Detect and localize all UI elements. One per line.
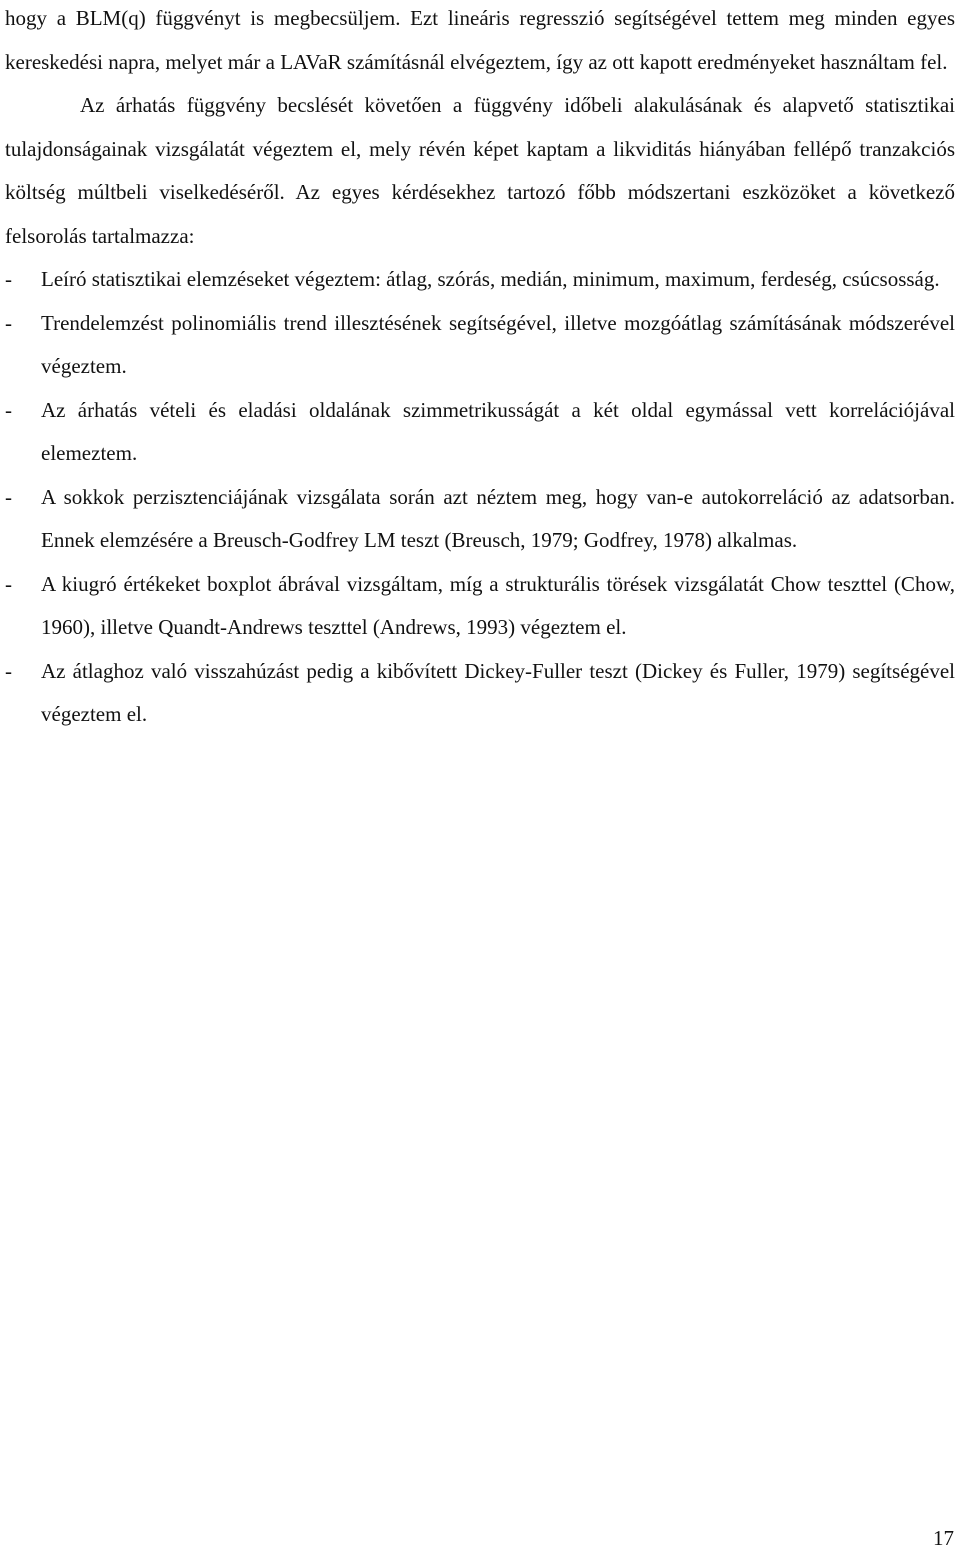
list-item-outliers-structural-breaks	[5, 563, 955, 650]
method-list	[5, 258, 955, 737]
list-item-symmetry-analysis	[5, 389, 955, 476]
list-item-text: Trendelemzést polinomiális trend illesztésének segítségével, illetve mozgóátlag számításának módszerével végeztem.	[41, 310, 955, 378]
list-item-text: Az árhatás vételi és eladási oldalának szimmetrikusságát a két oldal egymással vett korrelációjával elemeztem.	[41, 397, 955, 465]
list-item-text: A kiugró értékeket boxplot ábrával vizsgáltam, míg a strukturális törések vizsgálatát Chow teszttel (Chow, 1960), illetve Quandt-Andrews teszttel (Andrews, 1993) végeztem el.	[41, 571, 955, 639]
list-item-mean-reversion	[5, 650, 955, 737]
list-item-descriptive-statistics	[5, 258, 955, 302]
document-page	[5, 0, 955, 737]
dash-marker: -	[5, 571, 12, 596]
list-item-text: Leíró statisztikai elemzéseket végeztem: átlag, szórás, medián, minimum, maximum, ferdeség, csúcsosság.	[41, 267, 940, 291]
list-item-text: A sokkok perzisztenciájának vizsgálata során azt néztem meg, hogy van-e autokorreláció az adatsorban. Ennek elemzésére a Breusch-Godfrey LM teszt (Breusch, 1979; Godfrey, 1978) alkalmas.	[41, 484, 955, 552]
dash-marker: -	[5, 397, 12, 422]
dash-marker: -	[5, 310, 12, 335]
list-item-trend-analysis	[5, 302, 955, 389]
page-number: 17	[933, 1526, 954, 1550]
body-paragraph-1: hogy a BLM(q) függvényt is megbecsüljem. Ezt lineáris regresszió segítségével tettem meg minden egyes kereskedési napra, melyet már a LAVaR számításnál elvégeztem, így az ott kapott eredményeket használtam fel.	[5, 6, 955, 74]
list-item-text: Az átlaghoz való visszahúzást pedig a kibővített Dickey-Fuller teszt (Dickey és Fuller, 1979) segítségével végeztem el.	[41, 658, 955, 726]
list-item-shock-persistence	[5, 476, 955, 563]
dash-marker: -	[5, 658, 12, 683]
body-paragraph-2: Az árhatás függvény becslését követően a függvény időbeli alakulásának és alapvető statisztikai tulajdonságainak vizsgálatát végeztem el, mely révén képet kaptam a likviditás hiányában fellépő tranzakciós költség múltbeli viselkedéséről. Az egyes kérdésekhez tartozó főbb módszertani eszközöket a következő felsorolás tartalmazza:	[5, 93, 955, 248]
dash-marker: -	[5, 267, 12, 291]
dash-marker: -	[5, 484, 12, 509]
